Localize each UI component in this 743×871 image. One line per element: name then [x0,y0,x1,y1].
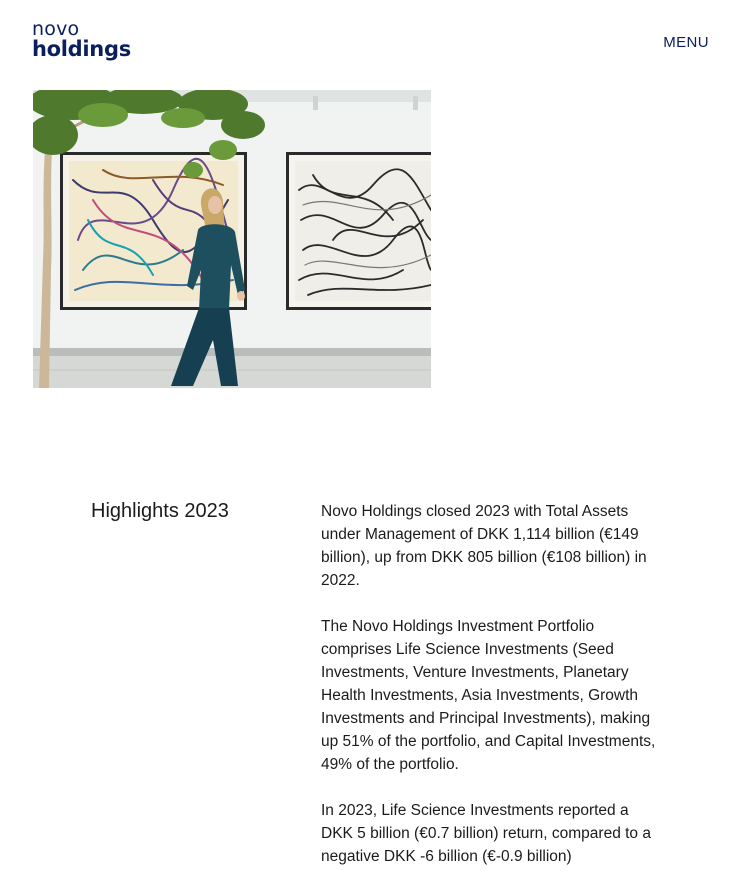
hero-image [33,90,431,388]
logo-line-novo: novo [32,18,80,40]
highlights-title: Highlights 2023 [91,500,229,522]
highlights-paragraph: Novo Holdings closed 2023 with Total Assets under Management of DKK 1,114 billion (€149 billion), up from DKK 805 billion (€108 billion) in 2022. [321,503,647,589]
logo-line-holdings: holdings [32,37,131,61]
highlights-body [321,500,661,871]
menu-button[interactable]: MENU [663,34,709,51]
highlights-paragraph: The Novo Holdings Investment Portfolio comprises Life Science Investments (Seed Investments, Venture Investments, Planetary Health Investments, Asia Investments, Growth Investments and Principal Investments), making up 51% of the portfolio, and Capital Investments, 49% of the portfolio. [321,618,656,773]
novo-holdings-logo[interactable] [32,20,131,60]
highlights-paragraph: In 2023, Life Science Investments reported a DKK 5 billion (€0.7 billion) return, compared to a negative DKK -6 billion (€-0.9 billion) [321,802,651,865]
